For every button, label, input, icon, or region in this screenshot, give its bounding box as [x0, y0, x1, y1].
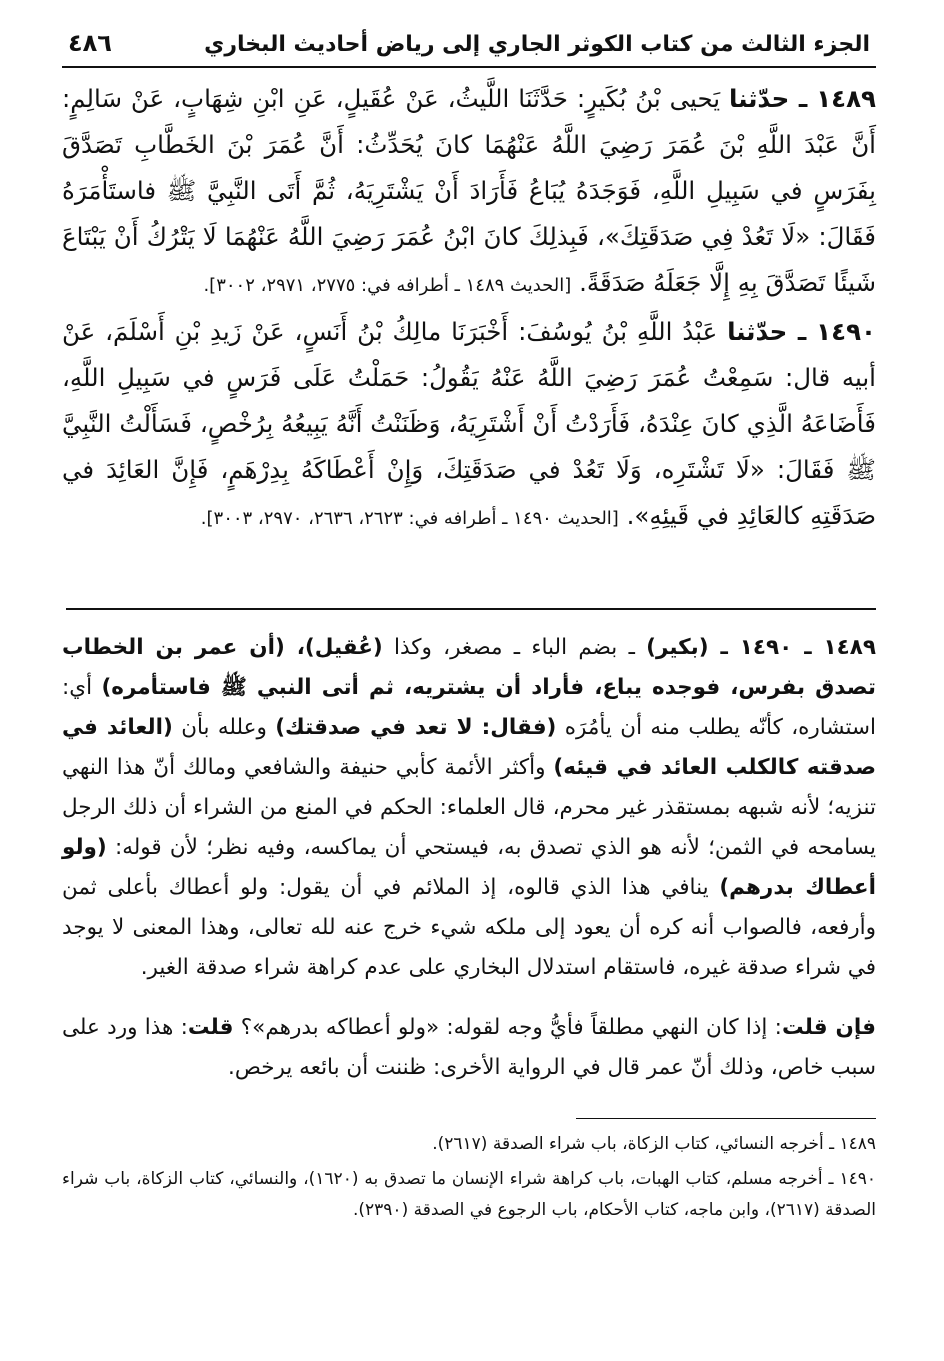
hadith-text: عَبْدُ اللَّهِ بْنُ يُوسُفَ: أَخْبَرَنَا مالِكُ بْنُ أَنَسٍ، عَنْ زَيدِ بْنِ أَسْلَمَ، عَنْ أبيه قال: سَمِعْتُ عُمَرَ رَضِيَ اللَّهُ عَنْهُ يَقُولُ: حَمَلْتُ عَلَى فَرَسٍ في سَبِيلِ اللَّهِ، فَأَضَاعَهُ الَّذِي كانَ عِنْدَهُ، فَأَرَدْتُ أَنْ أَشْتَرِيَهُ، وَظَنَنْتُ أَنَّهُ يَبِيعُهُ بِرُخْصٍ، فَسَأَلْتُ النَّبِيَّ ﷺ فَقَالَ: «لَا تَشْتَرِه، وَلَا تَعُدْ في صَدَقَتِكَ، وَإِنْ أَعْطَاكَهُ بِدِرْهَمٍ، فَإِنَّ العَائِدَ في صَدَقَتِهِ كالعَائِدِ في قَيئِهِ».: [62, 316, 876, 530]
haddathana-label: حدّثنا: [729, 83, 790, 113]
haddathana-label: حدّثنا: [727, 316, 788, 346]
footnote-1490: ١٤٩٠ ـ أخرجه مسلم، كتاب الهبات، باب كراهة شراء الإنسان ما تصدق به (١٦٢٠)، والنسائي، كتاب الزكاة، باب شراء الصدقة (٢٦١٧)، وابن ماجه، كتاب الأحكام، باب الرجوع في الصدقة (٢٣٩٠).: [62, 1168, 876, 1220]
commentary-bold-text: (ولو أعطاك بدرهم): [62, 834, 876, 900]
hadith-reference: [الحديث ١٤٨٩ ـ أطرافه في: ٢٧٧٥، ٢٩٧١، ٣٠٠٢].: [203, 274, 572, 296]
commentary-bold-text: (عُقيل)، (أن عمر بن الخطاب تصدق بفرس، فوجده يباع، فأراد أن يشتريه، ثم أتى النبي ﷺ فاستأمره): [62, 634, 876, 700]
footnote-1489: ١٤٨٩ ـ أخرجه النسائي، كتاب الزكاة، باب شراء الصدقة (٢٦١٧).: [432, 1133, 876, 1154]
footnote-divider: [576, 1118, 876, 1119]
commentary-paragraph: [62, 628, 876, 988]
commentary-text: وعلله بأن: [172, 714, 276, 740]
commentary-text: وأكثر الأئمة كأبي حنيفة والشافعي ومالك أنّ هذا النهي تنزيه؛ لأنه شبهه بمستقذر غير محرم، قال العلماء: الحكم في المنع من الشراء أن ذلك الرجل يسامحه في الثمن؛ لأنه هو الذي تصدق به، فيستحي أن يماكسه، وفيه نظر؛ لأن قوله:: [62, 754, 876, 860]
commentary-bold-text: (فقال: لا تعد في صدقتك): [275, 714, 557, 740]
commentary-text: : هذا ورد على سبب خاص، وذلك أنّ عمر قال في الرواية الأخرى: ظننت أن بائعه يرخص.: [62, 1014, 876, 1080]
hadith-number: ١٤٩٠: [816, 316, 876, 346]
commentary-bold-text: فإن قلت: [781, 1014, 876, 1040]
commentary-divider: [66, 608, 876, 610]
commentary-text: أي: استشاره، كأنّه يطلب منه أن يأمُرَه: [62, 674, 876, 740]
commentary-text: : إذا كان النهي مطلقاً فأيُّ وجه لقوله: «ولو أعطاكه بدرهم»؟: [233, 1014, 782, 1040]
commentary-paragraph: [62, 1008, 876, 1088]
commentary-bold-text: (العائد في صدقته كالكلب العائد في قيئه): [62, 714, 877, 780]
hadith-text: يَحيى بْنُ بُكَيرٍ: حَدَّثَنَا اللَّيثُ، عَنْ عُقَيلٍ، عَنِ ابْنِ شِهَابٍ، عَنْ سَالِمٍ: أَنَّ عَبْدَ اللَّهِ بْنَ عُمَرَ رَضِيَ اللَّهُ عَنْهُمَا كانَ يُحَدِّثُ: أَنَّ عُمَرَ بْنَ الخَطَّابِ تَصَدَّقَ بِفَرَسٍ في سَبِيلِ اللَّهِ، فَوَجَدَهُ يُبَاعُ فَأَرَادَ أَنْ يَشْتَرِيَهُ، ثُمَّ أَتَى النَّبِيَّ ﷺ فاستَأْمَرَهُ فَقَالَ: «لَا تَعُدْ فِي صَدَقَتِكَ»، فَبِذلِكَ كانَ ابْنُ عُمَرَ رَضِيَ اللَّهُ عَنْهُمَا لَا يَتْرُكُ أَنْ يَبْتَاعَ شَيئًا تَصَدَّقَ بِهِ إِلَّا جَعَلَهُ صَدَقَةً.: [62, 83, 876, 297]
hadith-number: ١٤٨٩: [816, 83, 877, 113]
commentary-bold-text: ١٤٨٩ ـ ١٤٩٠ ـ (بكير): [646, 634, 877, 660]
page-number: ٤٨٦: [68, 29, 112, 57]
hadith-reference: [الحديث ١٤٩٠ ـ أطرافه في: ٢٦٢٣، ٢٦٣٦، ٢٩٧٠، ٣٠٠٣].: [200, 507, 619, 529]
commentary-bold-text: قلت: [187, 1014, 234, 1040]
hadith-1489: ١٤٨٩ ـ حدّثنا يَحيى بْنُ بُكَيرٍ: حَدَّثَنَا اللَّيثُ، عَنْ عُقَيلٍ، عَنِ ابْنِ شِهَابٍ، عَنْ سَالِمٍ: أَنَّ عَبْدَ اللَّهِ بْنَ عُمَرَ رَضِيَ اللَّهُ عَنْهُمَا كانَ يُحَدِّثُ: أَنَّ عُمَرَ بْنَ الخَطَّابِ تَصَدَّقَ بِفَرَسٍ في سَبِيلِ اللَّهِ، فَوَجَدَهُ يُبَاعُ فَأَرَادَ أَنْ يَشْتَرِيَهُ، ثُمَّ أَتَى النَّبِيَّ ﷺ فاستَأْمَرَهُ فَقَالَ: «لَا تَعُدْ فِي صَدَقَتِكَ»، فَبِذلِكَ كانَ ابْنُ عُمَرَ رَضِيَ اللَّهُ عَنْهُمَا لَا يَتْرُكُ أَنْ يَبْتَاعَ شَيئًا تَصَدَّقَ بِهِ إِلَّا جَعَلَهُ صَدَقَةً. [الحديث ١٤٨٩ ـ أطرافه في: ٢٧٧٥، ٢٩٧١، ٣٠٠٢].: [62, 83, 877, 297]
running-head: [62, 28, 876, 68]
commentary-text: ـ بضم الباء ـ مصغر، وكذا: [382, 634, 647, 660]
commentary-text: ينافي هذا الذي قالوه، إذ الملائم في أن يقول: ولو أعطاك بأعلى ثمن وأرفعه، فالصواب أنه كره أن يعود إلى ملكه شيء خرج عنه لله تعالى، وهذا المعنى لا يوجد في شراء صدقة غيره، فاستقام استدلال البخاري على عدم كراهة شراء صدقة الغير.: [62, 874, 876, 980]
hadith-1490: ١٤٩٠ ـ حدّثنا عَبْدُ اللَّهِ بْنُ يُوسُفَ: أَخْبَرَنَا مالِكُ بْنُ أَنَسٍ، عَنْ زَيدِ بْنِ أَسْلَمَ، عَنْ أبيه قال: سَمِعْتُ عُمَرَ رَضِيَ اللَّهُ عَنْهُ يَقُولُ: حَمَلْتُ عَلَى فَرَسٍ في سَبِيلِ اللَّهِ، فَأَضَاعَهُ الَّذِي كانَ عِنْدَهُ، فَأَرَدْتُ أَنْ أَشْتَرِيَهُ، وَظَنَنْتُ أَنَّهُ يَبِيعُهُ بِرُخْصٍ، فَسَأَلْتُ النَّبِيَّ ﷺ فَقَالَ: «لَا تَشْتَرِه، وَلَا تَعُدْ في صَدَقَتِكَ، وَإِنْ أَعْطَاكَهُ بِدِرْهَمٍ، فَإِنَّ العَائِدَ في صَدَقَتِهِ كالعَائِدِ في قَيئِهِ». [الحديث ١٤٩٠ ـ أطرافه في: ٢٦٢٣، ٢٦٣٦، ٢٩٧٠، ٣٠٠٣].: [62, 316, 876, 530]
book-title: الجزء الثالث من كتاب الكوثر الجاري إلى رياض أحاديث البخاري: [204, 32, 870, 57]
